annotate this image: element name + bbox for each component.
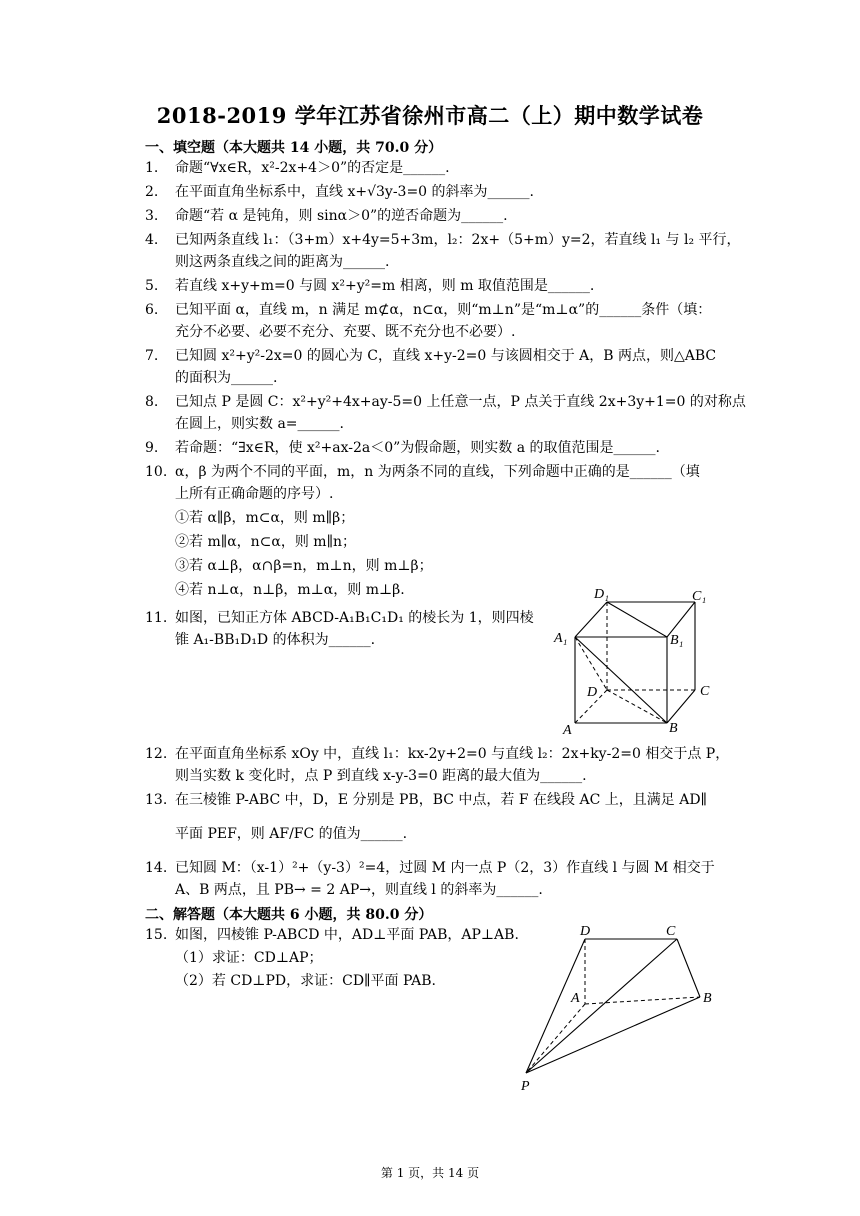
- question-11-line-2: 锥 A₁-BB₁D₁D 的体积为______.: [175, 632, 376, 648]
- question-1: 1. 命题“∀x∈R，x²-2x+4＞0”的否定是______.: [145, 160, 450, 176]
- question-12: 12. 在平面直角坐标系 xOy 中，直线 l₁：kx-2y+2=0 与直线 l₂：2x+ky-2=0 相交于点 P，: [145, 746, 730, 762]
- question-13: 13. 在三棱锥 P-ABC 中，D，E 分别是 PB，BC 中点，若 F 在线段 AC 上，且满足 AD∥: [145, 792, 708, 808]
- question-4: 4. 已知两条直线 l₁：（3+m）x+4y=5+3m，l₂：2x+（5+m）y=2，若直线 l₁ 与 l₂ 平行，: [145, 232, 741, 248]
- pyramid-figure: [515, 920, 725, 1100]
- page-title: 2018-2019 学年江苏省徐州市高二（上）期中数学试卷: [156, 103, 704, 128]
- cube-figure: [550, 580, 730, 740]
- question-8-line-2: 在圆上，则实数 a=______.: [175, 416, 344, 432]
- cube-label-a1: A₁: [554, 631, 568, 646]
- question-10-option-2: ②若 m∥α，n⊂α，则 m∥n；: [175, 534, 357, 550]
- question-10-line-2: 上所有正确命题的序号）.: [175, 486, 334, 502]
- cube-label-b1: B₁: [670, 633, 684, 648]
- question-9: 9. 若命题：“∃x∈R，使 x²+ax-2a＜0”为假命题，则实数 a 的取值范围是______.: [145, 440, 660, 456]
- question-6: 6. 已知平面 α，直线 m，n 满足 m⊄α，n⊂α，则“m⊥n”是“m⊥α”的______条件（填：: [145, 302, 712, 318]
- pyramid-label-c: C: [666, 924, 676, 939]
- question-10-option-4: ④若 n⊥α，n⊥β，m⊥α，则 m⊥β.: [175, 582, 405, 598]
- question-15: 15. 如图，四棱锥 P-ABCD 中，AD⊥平面 PAB，AP⊥AB.: [145, 927, 519, 943]
- question-13-line-2: 平面 PEF，则 AF/FC 的值为______.: [175, 826, 408, 842]
- pyramid-label-a: A: [571, 991, 580, 1006]
- question-11: 11. 如图，已知正方体 ABCD-A₁B₁C₁D₁ 的棱长为 1，则四棱: [145, 610, 534, 626]
- question-10-option-1: ①若 α∥β，m⊂α，则 m∥β；: [175, 510, 355, 526]
- cube-label-a: A: [563, 723, 572, 738]
- cube-label-c: C: [700, 684, 710, 699]
- question-8: 8. 已知点 P 是圆 C：x²+y²+4x+ay-5=0 上任意一点，P 点关于直线 2x+3y+1=0 的对称点: [145, 394, 746, 410]
- question-2: 2. 在平面直角坐标系中，直线 x+√3y-3=0 的斜率为______.: [145, 184, 534, 200]
- question-7: 7. 已知圆 x²+y²-2x=0 的圆心为 C，直线 x+y-2=0 与该圆相交于 A，B 两点，则△ABC: [145, 348, 717, 364]
- cube-label-c1: C₁: [692, 589, 707, 604]
- cube-label-d1: D₁: [594, 587, 609, 602]
- question-4-line-2: 则这两条直线之间的距离为______.: [175, 254, 390, 270]
- question-6-line-2: 充分不必要、必要不充分、充要、既不充分也不必要）.: [175, 324, 516, 340]
- question-12-line-2: 则当实数 k 变化时，点 P 到直线 x-y-3=0 距离的最大值为______.: [175, 768, 587, 784]
- cube-label-b: B: [669, 721, 678, 736]
- cube-label-d: D: [587, 685, 598, 700]
- question-14-line-2: A、B 两点，且 PB→ = 2 AP→，则直线 l 的斜率为______.: [175, 882, 543, 898]
- section-answer-heading: 二、解答题（本大题共 6 小题，共 80.0 分）: [145, 907, 433, 923]
- question-3: 3. 命题“若 α 是钝角，则 sinα＞0”的逆否命题为______.: [145, 208, 508, 224]
- question-10: 10. α，β 为两个不同的平面，m，n 为两条不同的直线，下列命题中正确的是______（填: [145, 464, 700, 480]
- pyramid-label-b: B: [703, 991, 712, 1006]
- section-fill-in-heading: 一、填空题（本大题共 14 小题，共 70.0 分）: [145, 140, 443, 156]
- question-7-line-2: 的面积为______.: [175, 370, 278, 386]
- question-5: 5. 若直线 x+y+m=0 与圆 x²+y²=m 相离，则 m 取值范围是______.: [145, 278, 595, 294]
- question-15-part-1: （1）求证：CD⊥AP；: [175, 950, 323, 966]
- question-14: 14. 已知圆 M：（x-1）²+（y-3）²=4，过圆 M 内一点 P（2，3）作直线 l 与圆 M 相交于: [145, 860, 715, 876]
- question-15-part-2: （2）若 CD⊥PD，求证：CD∥平面 PAB.: [175, 973, 436, 989]
- question-10-option-3: ③若 α⊥β，α∩β=n，m⊥n，则 m⊥β；: [175, 558, 433, 574]
- page-footer: 第 1 页，共 14 页: [380, 1166, 480, 1180]
- pyramid-label-d: D: [580, 924, 591, 939]
- pyramid-label-p: P: [521, 1079, 530, 1094]
